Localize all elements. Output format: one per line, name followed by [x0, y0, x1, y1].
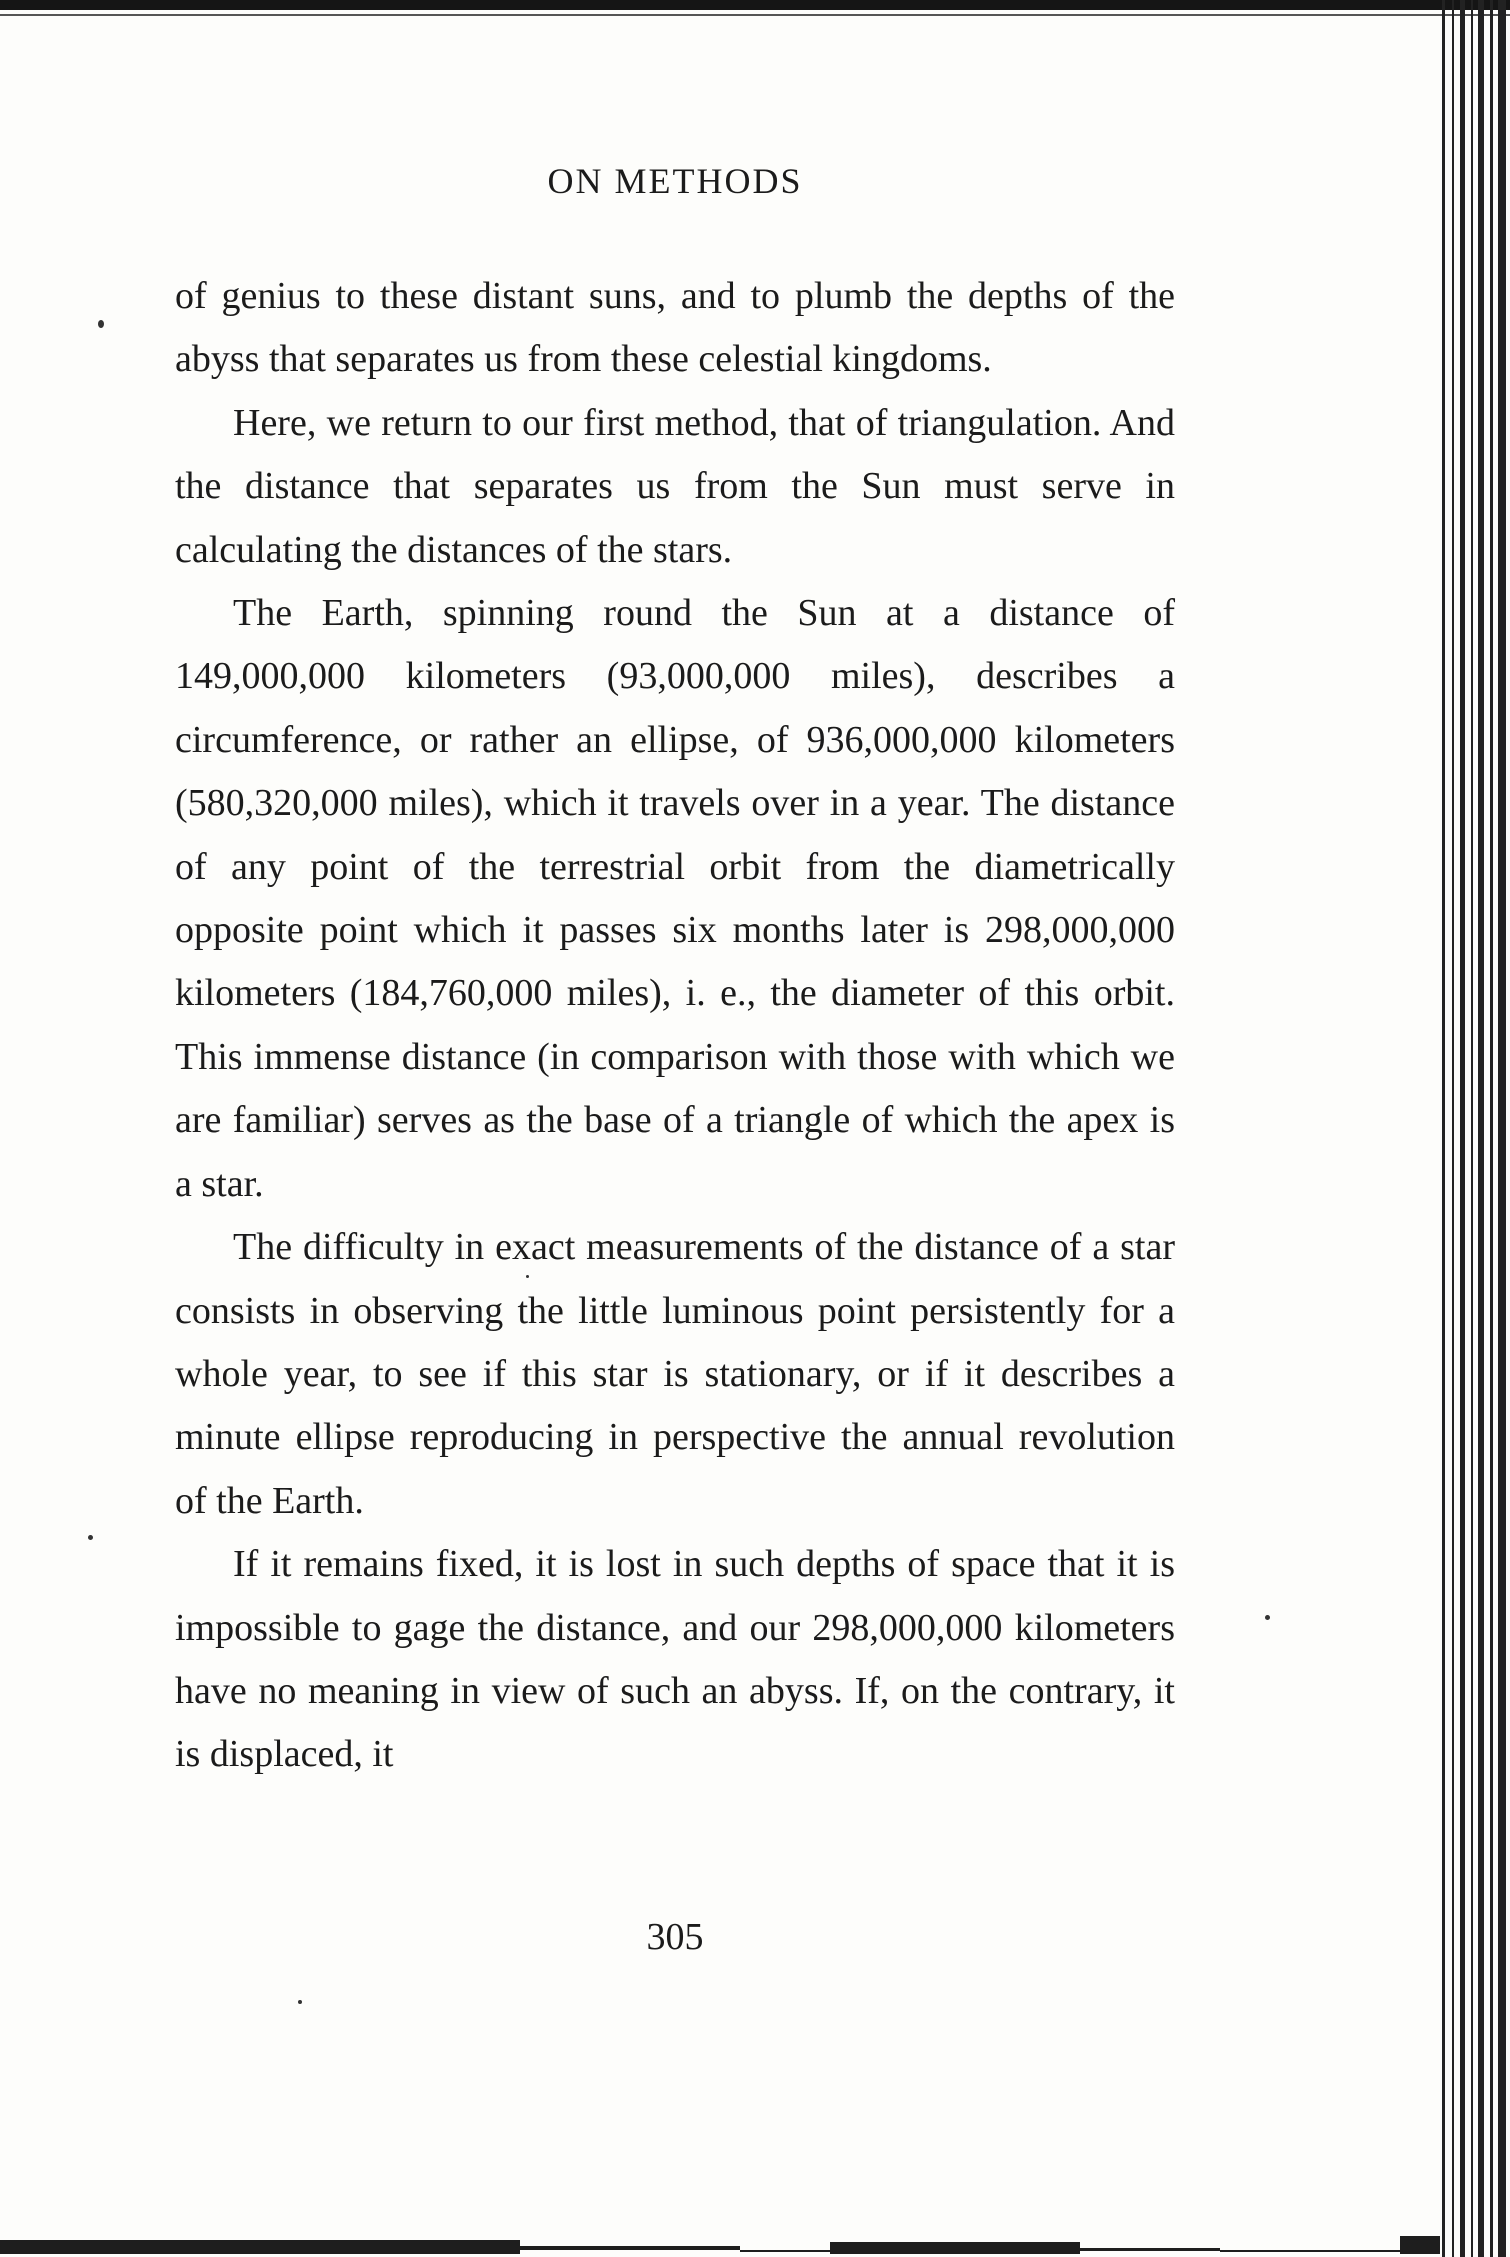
paragraph: Here, we return to our first method, that of triangulation. And the distance that separates us from the Sun must serve in calculating the distances of the stars. — [175, 401, 1175, 571]
paragraph: If it remains fixed, it is lost in such depths of space that it is impossible to gage the distance, and our 298,000,000 kilometers have no meaning in view of such an abyss. If, on the contrary, it is displaced, it — [175, 1543, 1175, 1776]
scan-speck — [98, 320, 104, 328]
top-scan-border-thin — [0, 14, 1510, 16]
paragraph: The difficulty in exact measurements of the distance of a star consists in observing the little luminous point persistently for a whole year, to see if this star is stationary, or if it describes a minute ellipse reproducing in perspective the annual revolution of the Earth. — [175, 1226, 1175, 1522]
scan-speck — [526, 1275, 529, 1278]
book-spine-edge — [1438, 0, 1510, 2257]
scan-speck — [88, 1535, 93, 1540]
scan-speck — [298, 2000, 302, 2004]
bottom-scan-border — [0, 2206, 1440, 2257]
paragraph: The Earth, spinning round the Sun at a distance of 149,000,000 kilometers (93,000,000 miles), describes a circumference, or rather an ellipse, of 936,000,000 kilometers (580,320,000 miles), which it travels over in a year. The distance of any point of the terrestrial orbit from the diametrically opposite point which it passes six months later is 298,000,000 kilometers (184,760,000 miles), i. e., the diameter of this orbit. This immense distance (in comparison with those with which we are familiar) serves as the base of a triangle of which the apex is a star. — [175, 592, 1175, 1205]
top-scan-border — [0, 0, 1510, 10]
paragraph: of genius to these distant suns, and to plumb the depths of the abyss that separates us from these celestial kingdoms. — [175, 275, 1175, 381]
scan-speck — [1265, 1615, 1270, 1620]
running-head: ON METHODS — [547, 161, 803, 201]
body-text — [175, 265, 1175, 1787]
page-number: 305 — [646, 1916, 704, 1958]
